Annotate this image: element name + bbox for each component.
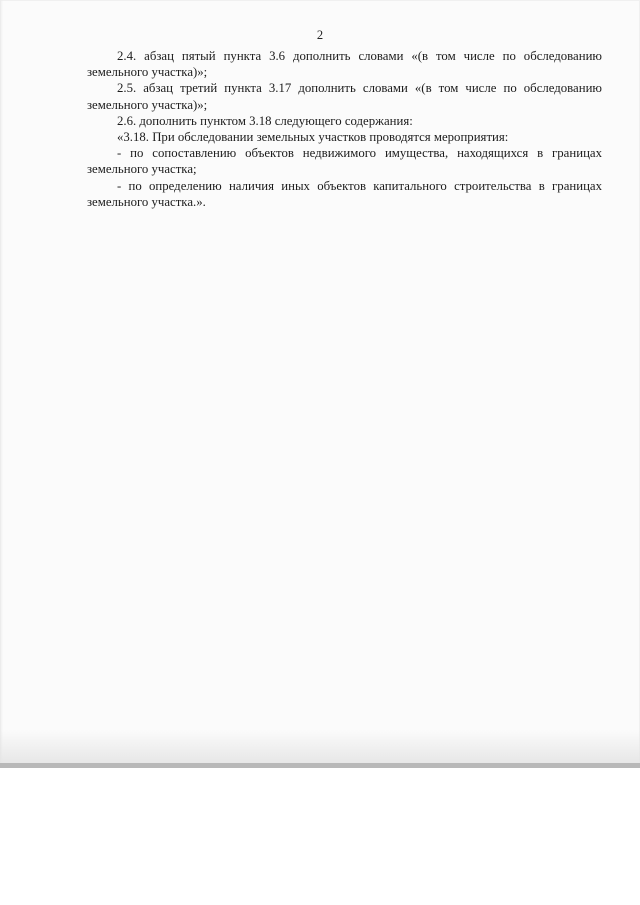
paragraph-3-18-intro: «3.18. При обследовании земельных участков проводятся мероприятия:: [117, 130, 509, 145]
scan-left-edge: [0, 0, 3, 768]
scan-bottom-edge: [0, 763, 640, 768]
paragraph-3-18-item-1: - по сопоставлению объектов недвижимого имущества, находящихся в границах земельного участка;: [87, 146, 602, 177]
paragraph-2-4: 2.4. абзац пятый пункта 3.6 дополнить словами «(в том числе по обследованию земельного участка)»;: [87, 49, 602, 80]
page-number: 2: [316, 28, 324, 42]
paragraph-3-18-item-2: - по определению наличия иных объектов капитального строительства в границах земельного участка.».: [87, 178, 602, 209]
paragraph-2-5: 2.5. абзац третий пункта 3.17 дополнить словами «(в том числе по обследованию земельного участка)»;: [87, 81, 602, 112]
document-body: [87, 48, 602, 210]
paragraph-2-6: 2.6. дополнить пунктом 3.18 следующего содержания:: [117, 113, 413, 128]
